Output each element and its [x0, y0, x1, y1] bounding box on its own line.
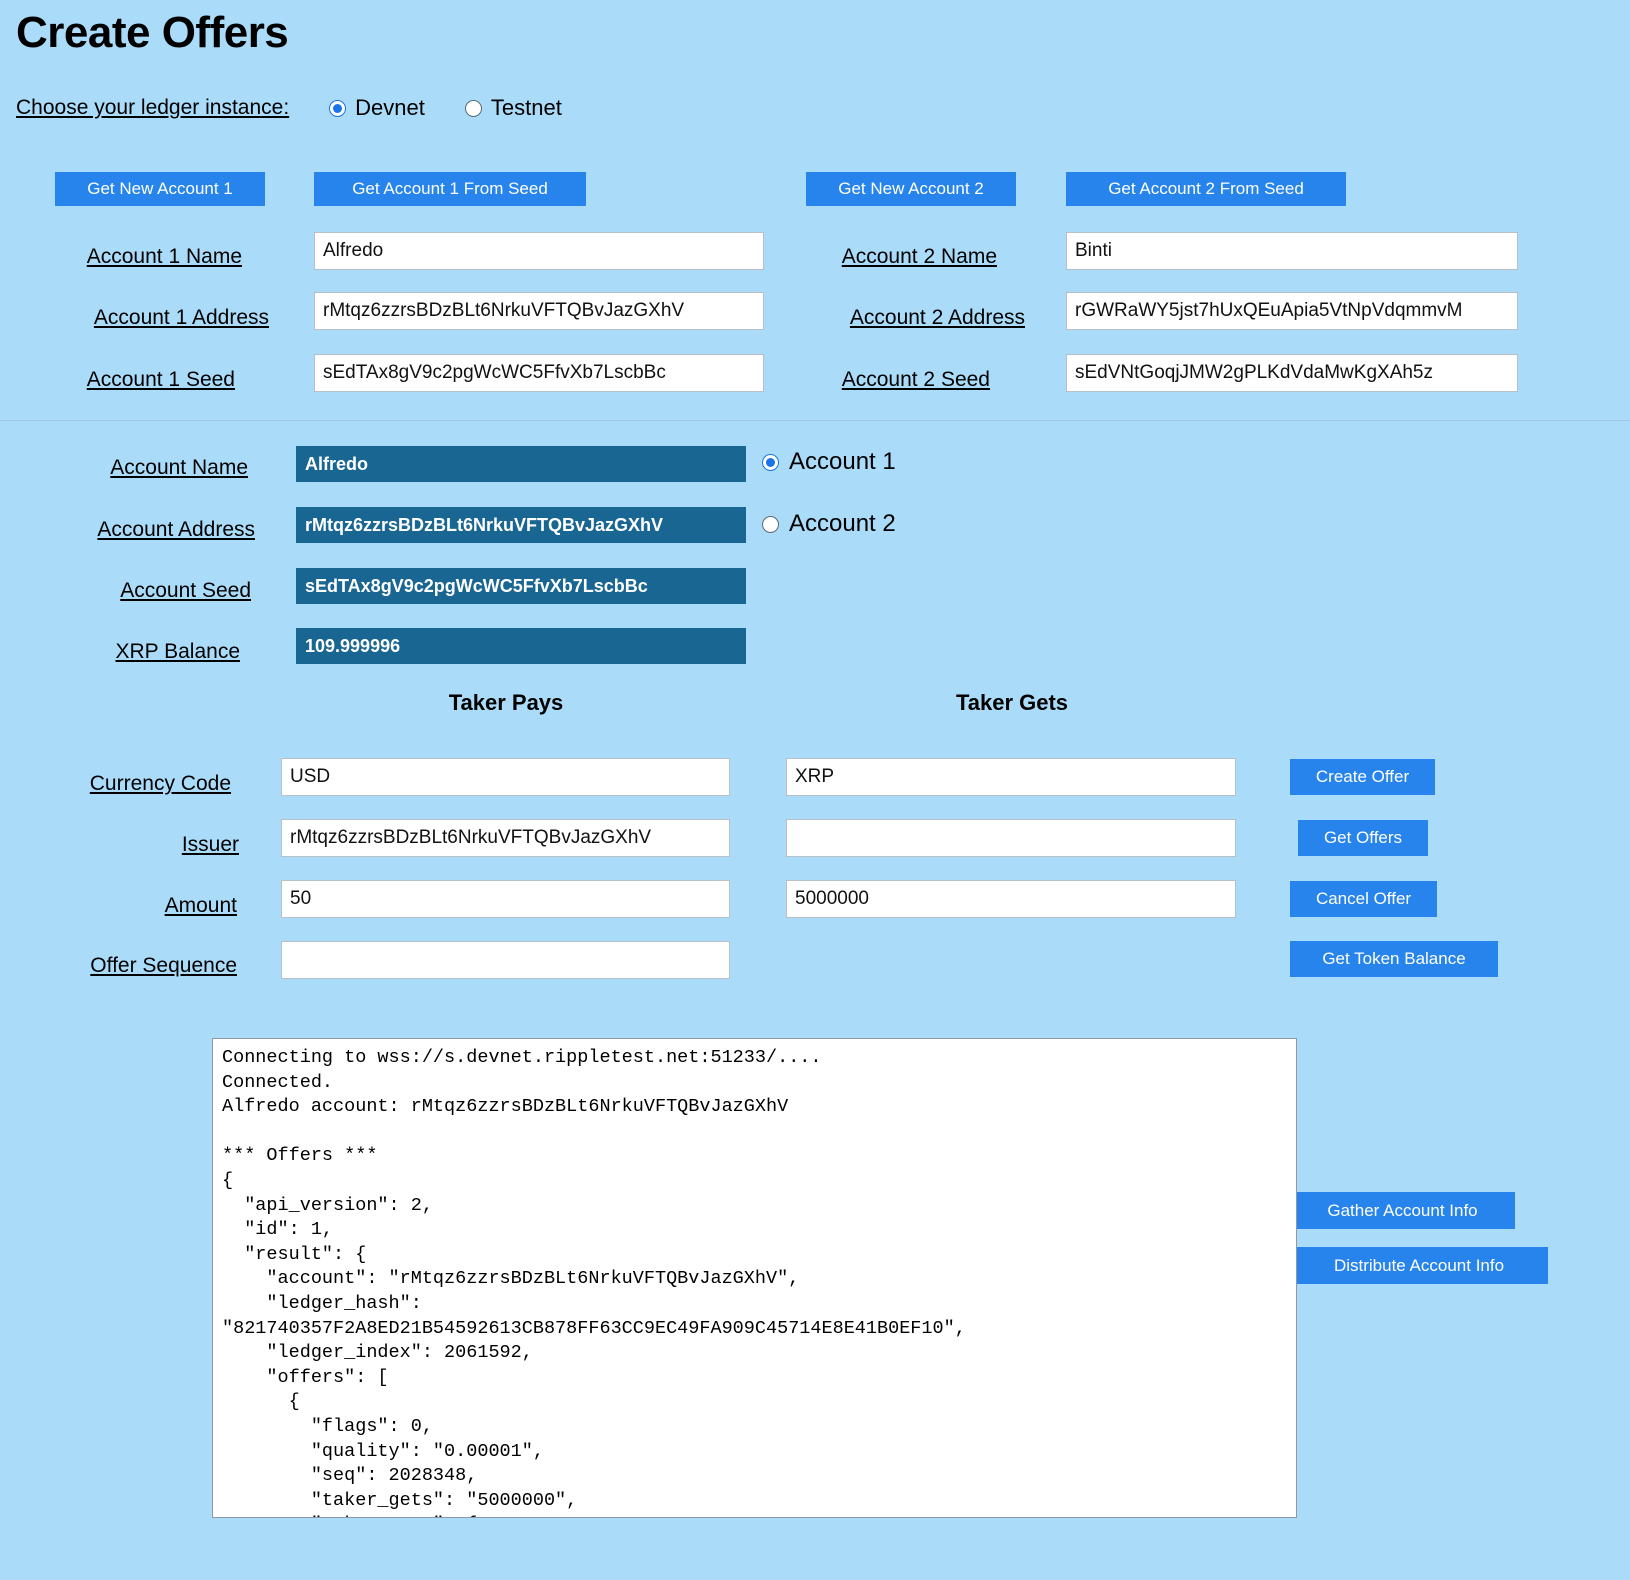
issuer-label: Issuer — [181, 833, 239, 856]
radio-testnet-label: Testnet — [490, 95, 562, 120]
selected-account-address-input[interactable] — [296, 507, 746, 543]
account-address-label: Account Address — [97, 518, 255, 541]
get-offers-button[interactable]: Get Offers — [1298, 820, 1428, 856]
radio-account-2-indicator[interactable] — [762, 516, 779, 533]
account-1-name-label: Account 1 Name — [86, 245, 242, 268]
get-new-account-2-button[interactable]: Get New Account 2 — [806, 172, 1016, 206]
offer-sequence-input[interactable] — [281, 941, 730, 979]
account-2-seed-input[interactable] — [1066, 354, 1518, 392]
taker-pays-amount-input[interactable] — [281, 880, 730, 918]
get-account-2-from-seed-button[interactable]: Get Account 2 From Seed — [1066, 172, 1346, 206]
radio-devnet[interactable] — [329, 95, 425, 121]
distribute-account-info-button[interactable]: Distribute Account Info — [1290, 1247, 1548, 1284]
account-2-address-label: Account 2 Address — [849, 306, 1025, 329]
section-divider — [0, 420, 1630, 421]
account-1-address-input[interactable] — [314, 292, 764, 330]
radio-devnet-indicator[interactable] — [329, 100, 346, 117]
account-seed-label: Account Seed — [120, 579, 251, 602]
taker-gets-currency-code-input[interactable] — [786, 758, 1236, 796]
ledger-instance-label: Choose your ledger instance: — [16, 96, 290, 119]
taker-pays-header: Taker Pays — [448, 690, 564, 715]
page-title: Create Offers — [16, 8, 289, 57]
selected-account-name-input[interactable] — [296, 446, 746, 482]
offer-sequence-label: Offer Sequence — [90, 954, 237, 977]
taker-gets-header: Taker Gets — [955, 690, 1069, 715]
taker-gets-issuer-input[interactable] — [786, 819, 1236, 857]
account-name-label: Account Name — [110, 456, 248, 479]
results-console[interactable] — [212, 1038, 1297, 1518]
account-1-name-input[interactable] — [314, 232, 764, 270]
cancel-offer-button[interactable]: Cancel Offer — [1290, 881, 1437, 917]
taker-gets-amount-input[interactable] — [786, 880, 1236, 918]
radio-testnet[interactable] — [465, 95, 562, 121]
amount-label: Amount — [164, 894, 237, 917]
account-1-seed-label: Account 1 Seed — [86, 368, 235, 391]
xrp-balance-label: XRP Balance — [115, 640, 240, 663]
radio-account-1-label: Account 1 — [789, 448, 896, 475]
ledger-instance-chooser — [16, 95, 562, 121]
account-2-address-input[interactable] — [1066, 292, 1518, 330]
account-2-name-input[interactable] — [1066, 232, 1518, 270]
selected-account-seed-input[interactable] — [296, 568, 746, 604]
account-1-seed-input[interactable] — [314, 354, 764, 392]
radio-testnet-indicator[interactable] — [465, 100, 482, 117]
radio-account-1-indicator[interactable] — [762, 454, 779, 471]
radio-devnet-label: Devnet — [355, 95, 425, 120]
get-new-account-1-button[interactable]: Get New Account 1 — [55, 172, 265, 206]
account-1-address-label: Account 1 Address — [93, 306, 269, 329]
currency-code-label: Currency Code — [89, 772, 231, 795]
xrp-balance-input[interactable] — [296, 628, 746, 664]
create-offer-button[interactable]: Create Offer — [1290, 759, 1435, 795]
get-account-1-from-seed-button[interactable]: Get Account 1 From Seed — [314, 172, 586, 206]
taker-pays-issuer-input[interactable] — [281, 819, 730, 857]
account-2-name-label: Account 2 Name — [841, 245, 997, 268]
gather-account-info-button[interactable]: Gather Account Info — [1290, 1192, 1515, 1229]
radio-account-1[interactable] — [762, 448, 896, 476]
account-2-seed-label: Account 2 Seed — [841, 368, 990, 391]
get-token-balance-button[interactable]: Get Token Balance — [1290, 941, 1498, 977]
radio-account-2-label: Account 2 — [789, 510, 896, 537]
taker-pays-currency-code-input[interactable] — [281, 758, 730, 796]
radio-account-2[interactable] — [762, 510, 896, 538]
